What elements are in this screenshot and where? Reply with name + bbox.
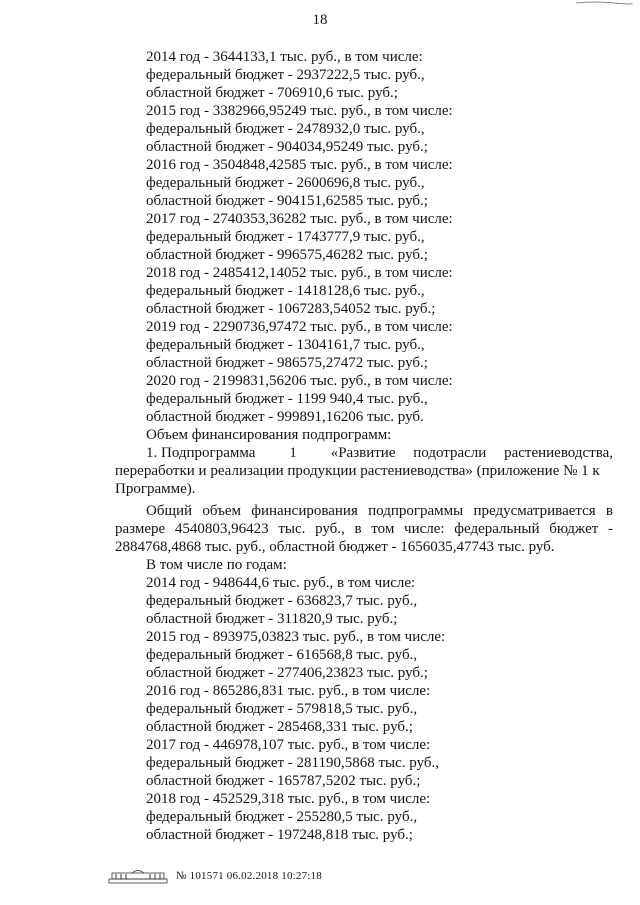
- text-line: федеральный бюджет - 1199 940,4 тыс. руб.,: [146, 391, 428, 407]
- total-financing-paragraph: Общий объем финансирования подпрограммы предусматривается в размере 4540803,96423 тыс. руб., в том числе: федеральный бюджет - 2884768,4868 тыс. руб., областной бюджет - 1656035,47743 тыс. руб.: [115, 503, 613, 555]
- text-line: Объем финансирования подпрограмм:: [146, 427, 392, 443]
- text-line: 2016 год - 3504848,42585 тыс. руб., в том числе:: [146, 157, 453, 173]
- text-line: областной бюджет - 1067283,54052 тыс. руб.;: [146, 301, 436, 317]
- text-line: 2018 год - 452529,318 тыс. руб., в том числе:: [146, 791, 431, 807]
- document-footer: [108, 868, 322, 884]
- text-line: 2015 год - 3382966,95249 тыс. руб., в том числе:: [146, 103, 453, 119]
- text-line: федеральный бюджет - 1743777,9 тыс. руб.,: [146, 229, 425, 245]
- text-line: федеральный бюджет - 636823,7 тыс. руб.,: [146, 593, 418, 609]
- text-line: 2017 год - 446978,107 тыс. руб., в том числе:: [146, 737, 431, 753]
- text-line: 2015 год - 893975,03823 тыс. руб., в том числе:: [146, 629, 446, 645]
- text-line: федеральный бюджет - 579818,5 тыс. руб.,: [146, 701, 418, 717]
- subprogram-title-start: «Развитие подотрасли растениеводства,: [330, 445, 613, 461]
- page-number: 18: [312, 12, 328, 28]
- text-line: федеральный бюджет - 2478932,0 тыс. руб.,: [146, 121, 425, 137]
- subprogram-title-cont: переработки и реализации продукции растениеводства» (приложение № 1 к: [115, 463, 600, 479]
- document-registration-info: № 101571 06.02.2018 10:27:18: [176, 870, 322, 882]
- text-line: 2014 год - 948644,6 тыс. руб., в том числе:: [146, 575, 416, 591]
- text-line: областной бюджет - 904034,95249 тыс. руб.;: [146, 139, 428, 155]
- text-line: 2017 год - 2740353,36282 тыс. руб., в том числе:: [146, 211, 453, 227]
- text-line: областной бюджет - 986575,27472 тыс. руб.;: [146, 355, 428, 371]
- text-line: федеральный бюджет - 616568,8 тыс. руб.,: [146, 647, 418, 663]
- subprogram-heading: [115, 444, 613, 498]
- text-line: 2014 год - 3644133,1 тыс. руб., в том числе:: [146, 49, 423, 65]
- text-line: 2018 год - 2485412,14052 тыс. руб., в том числе:: [146, 265, 453, 281]
- text-line: федеральный бюджет - 255280,5 тыс. руб.,: [146, 809, 418, 825]
- scan-artifact: [574, 1, 634, 5]
- document-body: [115, 48, 613, 844]
- building-logo-icon: [108, 868, 168, 884]
- text-line: федеральный бюджет - 1304161,7 тыс. руб.,: [146, 337, 425, 353]
- text-line: областной бюджет - 165787,5202 тыс. руб.;: [146, 773, 421, 789]
- text-line: федеральный бюджет - 1418128,6 тыс. руб.,: [146, 283, 425, 299]
- text-line: областной бюджет - 996575,46282 тыс. руб.;: [146, 247, 428, 263]
- text-line: областной бюджет - 904151,62585 тыс. руб.;: [146, 193, 428, 209]
- text-line: областной бюджет - 197248,818 тыс. руб.;: [146, 827, 413, 843]
- text-line: областной бюджет - 999891,16206 тыс. руб.: [146, 409, 424, 425]
- subprogram-title-end: Программе).: [115, 481, 196, 497]
- text-line: федеральный бюджет - 281190,5868 тыс. руб.,: [146, 755, 440, 771]
- text-line: федеральный бюджет - 2600696,8 тыс. руб.,: [146, 175, 425, 191]
- subprogram-number: 1. Подпрограмма: [146, 445, 256, 461]
- text-line: федеральный бюджет - 2937222,5 тыс. руб.,: [146, 67, 425, 83]
- text-line: областной бюджет - 285468,331 тыс. руб.;: [146, 719, 413, 735]
- text-line: 2016 год - 865286,831 тыс. руб., в том числе:: [146, 683, 431, 699]
- text-line: областной бюджет - 706910,6 тыс. руб.;: [146, 85, 398, 101]
- text-line: областной бюджет - 277406,23823 тыс. руб.;: [146, 665, 428, 681]
- text-line: В том числе по годам:: [146, 557, 287, 573]
- text-line: 2020 год - 2199831,56206 тыс. руб., в том числе:: [146, 373, 453, 389]
- text-line: 2019 год - 2290736,97472 тыс. руб., в том числе:: [146, 319, 453, 335]
- text-line: областной бюджет - 311820,9 тыс. руб.;: [146, 611, 398, 627]
- subprogram-index: 1: [289, 445, 297, 461]
